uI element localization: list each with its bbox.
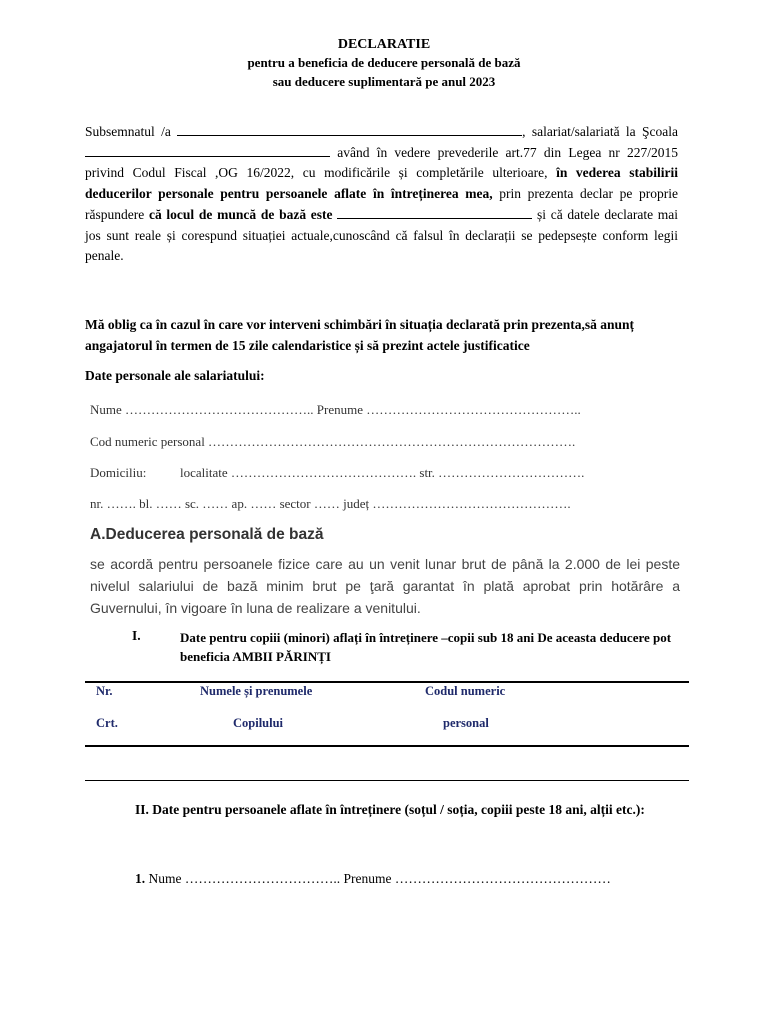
section-a-text: se acordă pentru persoanele fizice care au un venit lunar brut de până la 2.000 de lei peste nivelul salariului de bază minim brut pe ţară garantat în plată aprobat prin hotărâre a Guvernului, în vigoare în luna de realizare a venitului. [90, 556, 680, 616]
table-row-rule [85, 780, 689, 781]
intro-paragraph [85, 122, 678, 267]
table-header-nr: Nr. [96, 684, 113, 698]
dependent-1-line[interactable] [135, 871, 611, 887]
section-ii-text: II. Date pentru persoanele aflate în întreținere (soțul / soția, copiii peste 18 ani, alții etc.): [135, 802, 645, 817]
name-line[interactable]: Nume …………………………………….. Prenume ………………………………………….. [90, 402, 581, 417]
workplace-blank-field[interactable] [337, 206, 532, 219]
table-header-personal: personal [443, 716, 489, 730]
intro-text-4: având în vedere prevederile art.77 din Legea nr 227/2015 privind Codul Fiscal ,OG 16/2022, cu modificările și completările ulterioare, [85, 144, 679, 181]
table-header-child: Copilului [233, 716, 284, 730]
table-header-cnp: Codul numeric [425, 684, 506, 698]
dependent-1-number: 1. [135, 871, 146, 886]
school-blank-field[interactable] [85, 144, 330, 157]
table-top-rule [85, 681, 689, 683]
table-header-name: Numele și prenumele [200, 684, 313, 698]
personal-data-title: Date personale ale salariatului: [85, 368, 265, 383]
document-subtitle-2: sau deducere suplimentară pe anul 2023 [272, 74, 496, 89]
intro-bold-2: că locul de muncă de bază este [148, 206, 333, 222]
document-title: DECLARATIE [337, 37, 431, 52]
locality-line[interactable]: localitate ……………………………………. str. ……………………………. [180, 465, 585, 480]
intro-bold-1: în vederea stabilirii deducerilor personale pentru persoanele aflate în întreținerea mea, [85, 165, 679, 202]
domicile-label: Domiciliu: [90, 465, 147, 480]
intro-text-3: Şcoala [642, 124, 678, 139]
dependent-1-fields: Nume …………………………….. Prenume ………………………………………… [148, 871, 611, 886]
section-i-text: Date pentru copiii (minori) aflați în întreținere –copii sub 18 ani De aceasta deducere pot beneficia AMBII PĂRINȚI [180, 630, 672, 664]
address-line[interactable]: nr. ……. bl. …… sc. …… ap. …… sector …… județ ………………………………………. [90, 496, 571, 511]
document-subtitle-1: pentru a beneficia de deducere personală de bază [247, 55, 521, 70]
table-header-rule [85, 745, 689, 747]
cnp-line[interactable]: Cod numeric personal …………………………………………………………………………. [90, 434, 576, 449]
section-i-numeral: I. [132, 628, 141, 643]
intro-text-2: , salariat/salariată la [522, 124, 636, 139]
name-blank-field[interactable] [177, 123, 522, 136]
obligation-paragraph: Mă oblig ca în cazul în care vor interveni schimbări în situația declarată prin prezenta,să anunț angajatorul în termen de 15 zile calendaristice și să prezint actele justificatice [85, 317, 634, 353]
table-header-crt: Crt. [96, 716, 118, 730]
intro-text-1: Subsemnatul /a [85, 124, 171, 139]
intro-text-8: și că datele declarate mai jos sunt reale și corespund situației actuale,cunoscând că falsul în declarații se pedepsește conform legii penale. [85, 206, 679, 264]
section-a-title: A.Deducerea personală de bază [90, 526, 324, 543]
intro-text-6: prin prezenta declar pe proprie răspundere [85, 186, 678, 222]
